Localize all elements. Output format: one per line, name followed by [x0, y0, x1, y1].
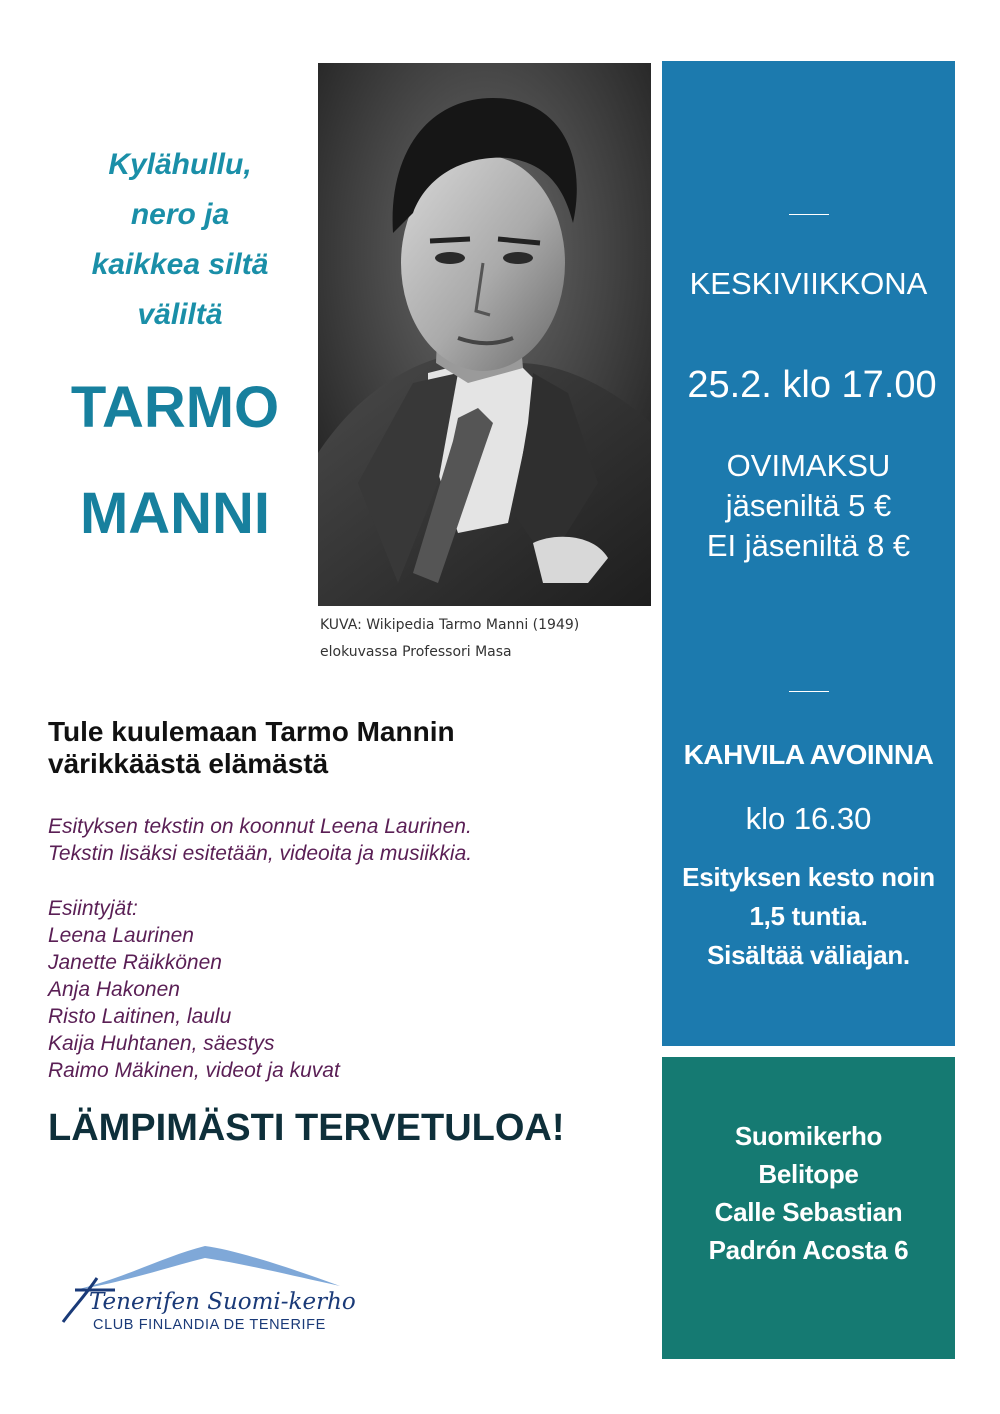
caption-line: elokuvassa Professori Masa [320, 644, 512, 660]
divider [789, 691, 829, 692]
name-first: TARMO [70, 375, 280, 440]
welcome-text: LÄMPIMÄSTI TERVETULOA! [48, 1107, 565, 1149]
tagline-line: kaikkea siltä [91, 248, 269, 281]
duration-line: 1,5 tuntia. [749, 901, 868, 931]
cafe-time: klo 16.30 [745, 801, 872, 836]
event-info-panel [662, 61, 955, 1046]
performer-item: Janette Räikkönen [48, 951, 222, 974]
address-line: Belitope [758, 1159, 859, 1189]
logo-name: Tenerifen Suomi-kerho [89, 1289, 356, 1315]
tagline-line: väliltä [137, 298, 223, 331]
performer-name-title [50, 355, 300, 567]
performer-item: Kaija Huhtanen, säestys [48, 1032, 275, 1055]
event-weekday: KESKIVIIKKONA [689, 266, 928, 301]
photo-caption [320, 612, 660, 666]
name-last: MANNI [79, 481, 271, 546]
performers-list [48, 895, 648, 1084]
description-line: Esityksen tekstin on koonnut Leena Laurinen. [48, 815, 472, 838]
divider [789, 214, 829, 215]
portrait-photo [318, 63, 651, 606]
tagline-line: Kylähullu, [108, 148, 252, 181]
intro-line: värikkäästä elämästä [48, 748, 329, 779]
logo-subtitle: CLUB FINLANDIA DE TENERIFE [93, 1317, 326, 1333]
event-datetime: 25.2. klo 17.00 [687, 364, 937, 406]
intro-line: Tule kuulemaan Tarmo Mannin [48, 716, 455, 747]
venue-address [662, 1117, 955, 1269]
address-line: Padrón Acosta 6 [708, 1235, 909, 1265]
tagline [60, 140, 300, 340]
duration-line: Sisältää väliajan. [707, 940, 910, 970]
tagline-line: nero ja [130, 198, 230, 231]
address-line: Suomikerho [734, 1121, 883, 1151]
caption-line: KUVA: Wikipedia Tarmo Manni (1949) [320, 617, 580, 633]
performer-item: Raimo Mäkinen, videot ja kuvat [48, 1059, 340, 1082]
fee-title: OVIMAKSU [726, 448, 891, 483]
event-duration [662, 858, 955, 975]
address-line: Calle Sebastian [714, 1197, 903, 1227]
performers-title: Esiintyjät: [48, 897, 138, 920]
cafe-title: KAHVILA AVOINNA [683, 739, 934, 770]
duration-line: Esityksen kesto noin [682, 862, 935, 892]
intro-heading [48, 716, 628, 780]
club-logo [55, 1238, 355, 1338]
fee-members: jäseniltä 5 € [725, 488, 892, 523]
performer-item: Anja Hakonen [48, 978, 180, 1001]
performer-item: Risto Laitinen, laulu [48, 1005, 232, 1028]
description [48, 813, 648, 867]
venue-panel [662, 1057, 955, 1359]
description-line: Tekstin lisäksi esitetään, videoita ja musiikkia. [48, 842, 473, 865]
performer-item: Leena Laurinen [48, 924, 194, 947]
fee-nonmembers: EI jäseniltä 8 € [706, 528, 911, 563]
entrance-fee [662, 446, 955, 566]
